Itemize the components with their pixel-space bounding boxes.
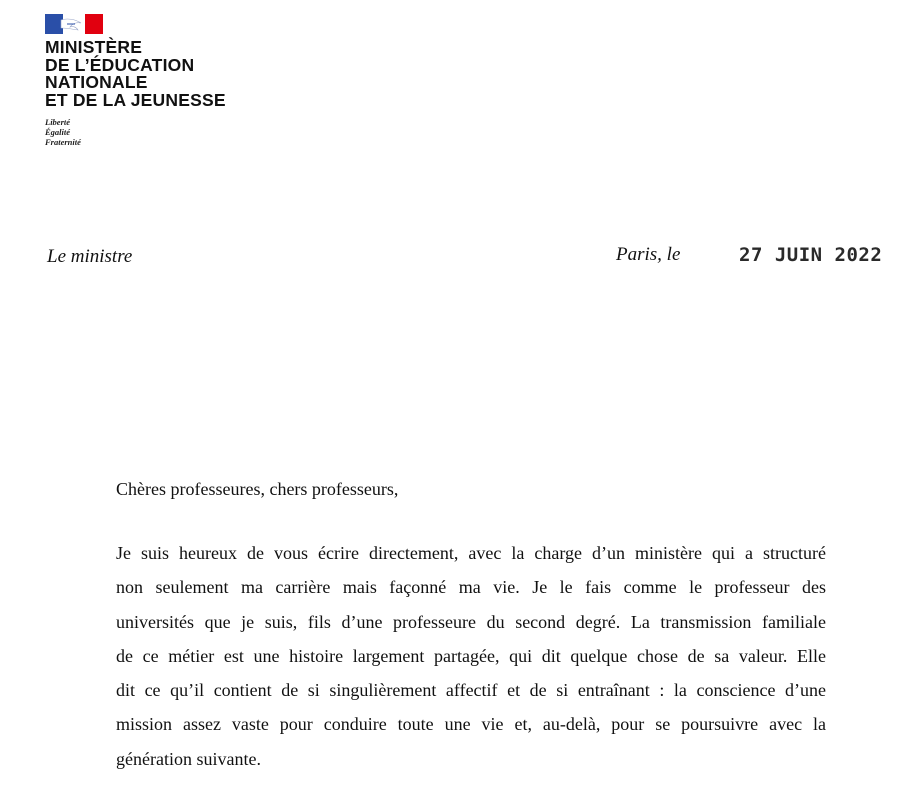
paragraph-line: de ce métier est une histoire largement partagée, qui dit quelque chose de sa valeur. Elle [116, 645, 826, 666]
paragraph-line: génération suivante. [116, 748, 261, 769]
paragraph-line: non seulement ma carrière mais façonné ma vie. Je le fais comme le professeur des [116, 577, 826, 598]
ministry-name-line: ET DE LA JEUNESSE [45, 89, 226, 110]
ministry-name-line: MINISTÈRE [45, 37, 143, 57]
ministry-name-line: NATIONALE [45, 72, 148, 92]
marianne-flag-icon [45, 14, 103, 34]
motto-line: Liberté [45, 117, 71, 127]
paragraph-line: mission assez vaste pour conduire toute une vie et, au-delà, pour se poursuivre avec la [116, 714, 826, 735]
motto-line: Fraternité [45, 137, 81, 147]
paragraph-line: dit ce qu’il contient de si singulièrement affectif et de si entraînant : la conscience d’une [116, 680, 826, 701]
date-stamp: 27 JUIN 2022 [739, 244, 883, 266]
ministry-name-line: DE L’ÉDUCATION [45, 54, 195, 75]
republic-motto [45, 117, 285, 147]
ministry-name [45, 39, 285, 109]
letter-paragraph [116, 536, 826, 776]
paragraph-line: Je suis heureux de vous écrire directement, avec la charge d’un ministère qui a structuré [116, 543, 826, 563]
motto-line: Égalité [45, 127, 71, 137]
ministry-logo [45, 14, 285, 147]
paragraph-line: universités que je suis, fils d’une professeure du second degré. La transmission familiale [116, 611, 826, 632]
letter-author: Le ministre [47, 246, 133, 267]
letter-place: Paris, le [616, 244, 681, 265]
salutation: Chères professeures, chers professeurs, [116, 479, 399, 499]
